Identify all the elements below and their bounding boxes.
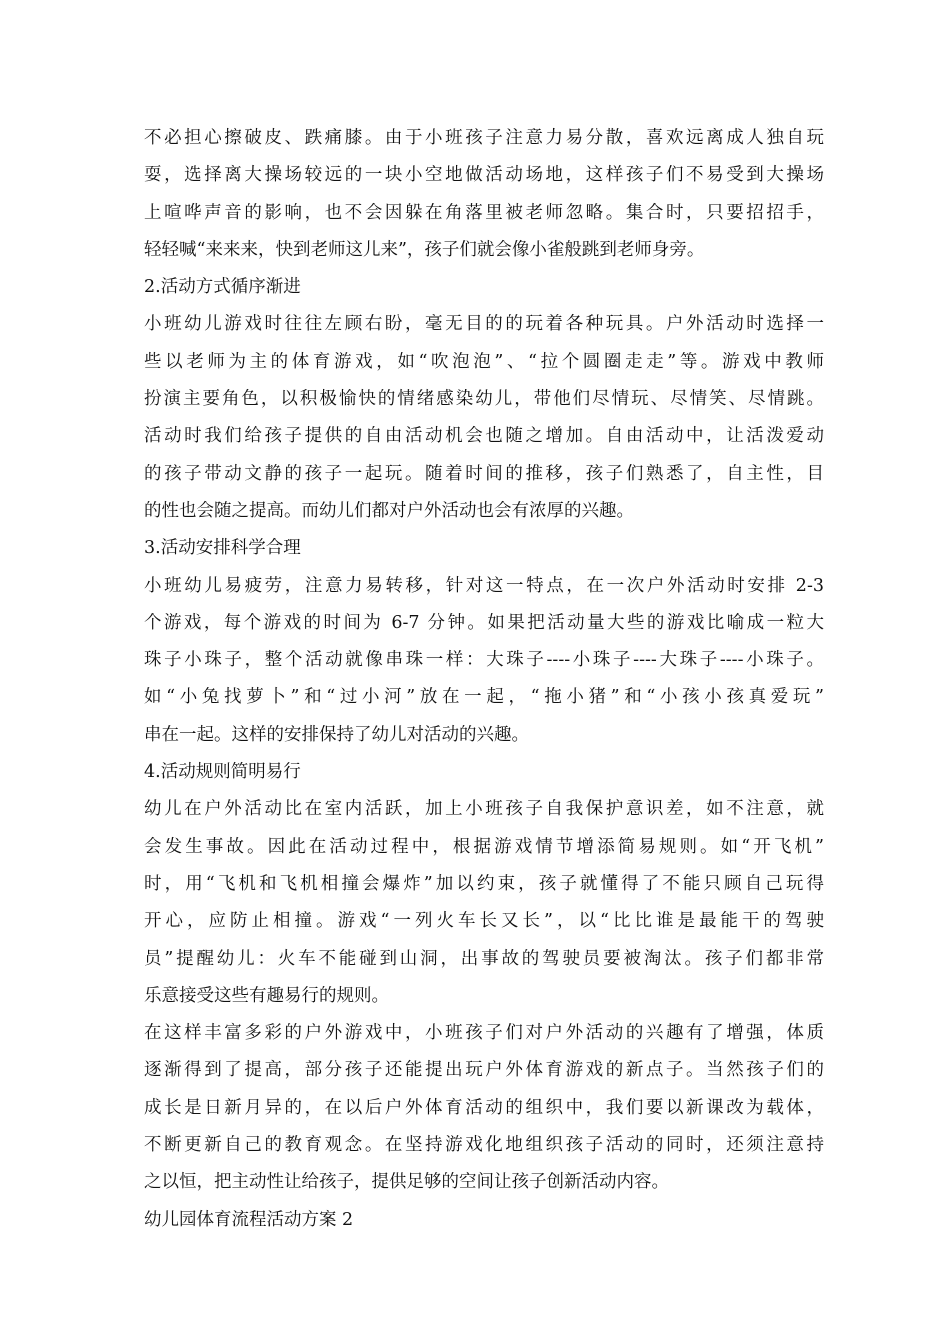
paragraph-line: 的性也会随之提高。而幼儿们都对户外活动也会有浓厚的兴趣。 <box>144 500 634 521</box>
paragraph-line: 开心，应防止相撞。游戏“一列火车长又长”，以“比比谁是最能干的驾驶 <box>144 911 824 932</box>
paragraph-line: 不断更新自己的教育观念。在坚持游戏化地组织孩子活动的同时，还须注意持 <box>144 1135 824 1156</box>
paragraph-line: 乐意接受这些有趣易行的规则。 <box>144 985 389 1006</box>
paragraph-line: 在这样丰富多彩的户外游戏中，小班孩子们对户外活动的兴趣有了增强，体质 <box>144 1023 824 1044</box>
section-heading: 2.活动方式循序渐进 <box>144 277 301 298</box>
document-page <box>144 120 824 1239</box>
paragraph-line: 轻轻喊“来来来，快到老师这儿来”，孩子们就会像小雀般跳到老师身旁。 <box>144 239 705 260</box>
paragraph-line: 如“小兔找萝卜”和“过小河”放在一起，“拖小猪”和“小孩小孩真爱玩” <box>144 687 824 708</box>
paragraph-line: 成长是日新月异的，在以后户外体育活动的组织中，我们要以新课改为载体， <box>144 1097 824 1118</box>
paragraph-line: 小班幼儿易疲劳，注意力易转移，针对这一特点，在一次户外活动时安排 2-3 <box>144 575 824 596</box>
paragraph-line: 小班幼儿游戏时往往左顾右盼，毫无目的的玩着各种玩具。户外活动时选择一 <box>144 314 824 335</box>
paragraph-line: 的孩子带动文静的孩子一起玩。随着时间的推移，孩子们熟悉了，自主性，目 <box>144 463 824 484</box>
section-heading: 4.活动规则简明易行 <box>144 762 301 783</box>
paragraph-line: 上喧哗声音的影响，也不会因躲在角落里被老师忽略。集合时，只要招招手， <box>144 202 824 223</box>
paragraph-line: 耍，选择离大操场较远的一块小空地做活动场地，这样孩子们不易受到大操场 <box>144 165 824 186</box>
paragraph-line: 逐渐得到了提高，部分孩子还能提出玩户外体育游戏的新点子。当然孩子们的 <box>144 1060 824 1081</box>
paragraph-line: 串在一起。这样的安排保持了幼儿对活动的兴趣。 <box>144 724 529 745</box>
paragraph-line: 些以老师为主的体育游戏，如“吹泡泡”、“拉个圆圈走走”等。游戏中教师 <box>144 351 824 372</box>
document-title: 幼儿园体育流程活动方案 2 <box>144 1209 354 1230</box>
paragraph-line: 珠子小珠子，整个活动就像串珠一样：大珠子----小珠子----大珠子----小珠子。 <box>144 650 824 671</box>
paragraph-line: 之以恒，把主动性让给孩子，提供足够的空间让孩子创新活动内容。 <box>144 1172 669 1193</box>
paragraph-line: 活动时我们给孩子提供的自由活动机会也随之增加。自由活动中，让活泼爱动 <box>144 426 824 447</box>
paragraph-line: 个游戏，每个游戏的时间为 6-7 分钟。如果把活动量大些的游戏比喻成一粒大 <box>144 612 824 633</box>
paragraph-line: 时，用“飞机和飞机相撞会爆炸”加以约束，孩子就懂得了不能只顾自己玩得 <box>144 873 824 894</box>
section-heading: 3.活动安排科学合理 <box>144 538 301 559</box>
paragraph-line: 幼儿在户外活动比在室内活跃，加上小班孩子自我保护意识差，如不注意，就 <box>144 799 824 820</box>
paragraph-line: 会发生事故。因此在活动过程中，根据游戏情节增添简易规则。如“开飞机” <box>144 836 824 857</box>
paragraph-line: 扮演主要角色，以积极愉快的情绪感染幼儿，带他们尽情玩、尽情笑、尽情跳。 <box>144 389 824 410</box>
paragraph-line: 员”提醒幼儿：火车不能碰到山洞，出事故的驾驶员要被淘汰。孩子们都非常 <box>144 948 824 969</box>
paragraph-line: 不必担心擦破皮、跌痛膝。由于小班孩子注意力易分散，喜欢远离成人独自玩 <box>144 128 824 148</box>
